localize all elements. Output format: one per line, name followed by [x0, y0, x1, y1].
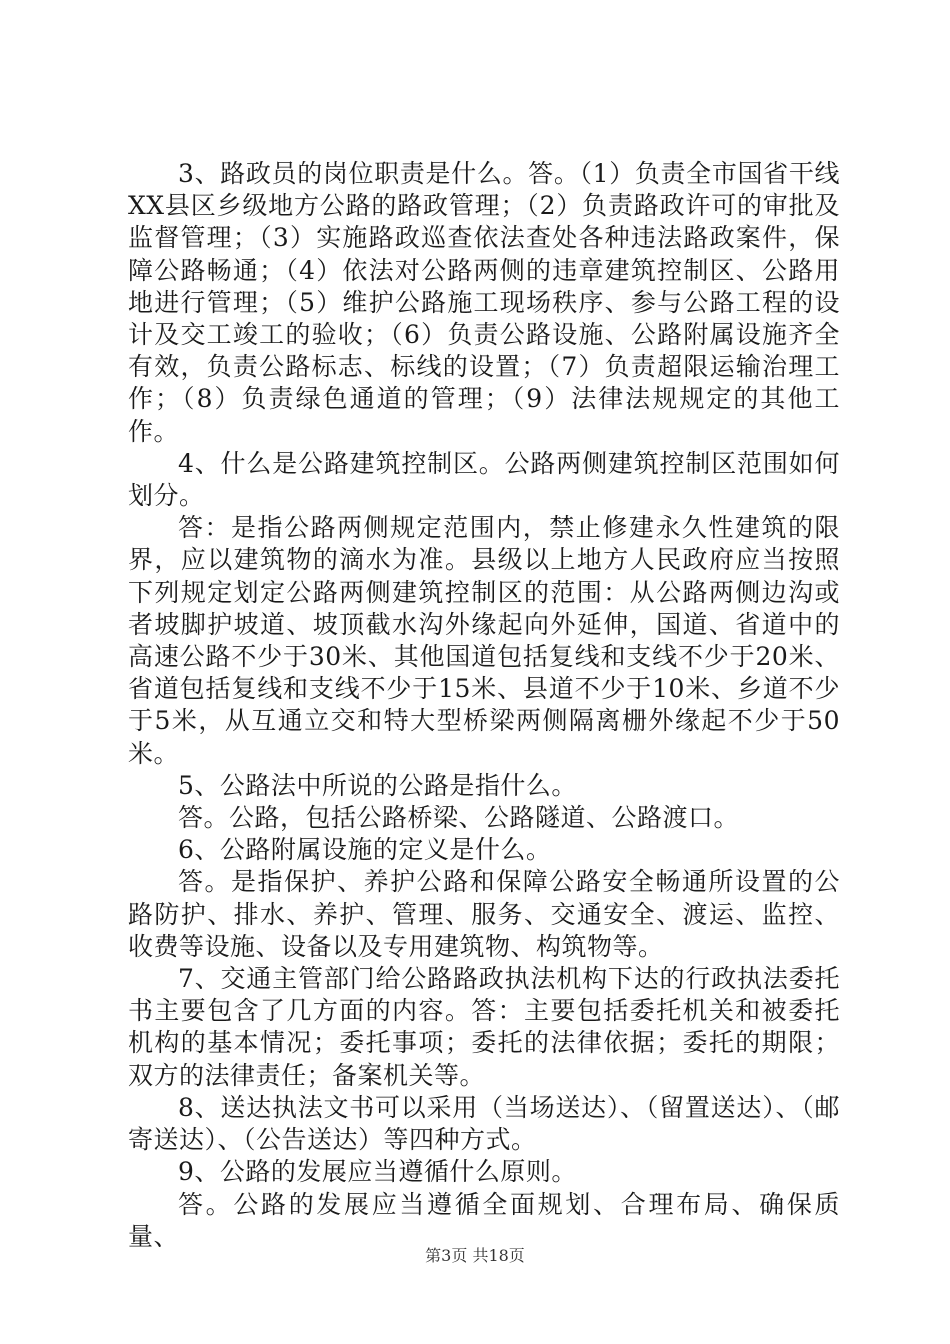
paragraph-q9: 9、公路的发展应当遵循什么原则。 [178, 1157, 577, 1187]
paragraph-q6: 6、公路附属设施的定义是什么。 [178, 835, 552, 865]
paragraph-a5: 答。公路，包括公路桥梁、公路隧道、公路渡口。 [178, 803, 740, 833]
paragraph-q3: 3、路政员的岗位职责是什么。答。（1）负责全市国省干线XX县区乡级地方公路的路政管理；（2）负责路政许可的审批及监督管理；（3）实施路政巡查依法查处各种违法路政案件，保障公路畅通；（4）依法对公路两侧的违章建筑控制区、公路用地进行管理；（5）维护公路施工现场秩序、参与公路工程的设计及交工竣工的验收；（6）负责公路设施、公路附属设施齐全有效，负责公路标志、标线的设置；（7）负责超限运输治理工作；（8）负责绿色通道的管理；（9）法律法规规定的其他工作。 [128, 159, 840, 446]
page-footer: 第3页 共18页 [425, 1246, 525, 1265]
paragraph-a6: 答。是指保护、养护公路和保障公路安全畅通所设置的公路防护、排水、养护、管理、服务、交通安全、渡运、监控、收费等设施、设备以及专用建筑物、构筑物等。 [128, 867, 840, 961]
paragraph-q8: 8、送达执法文书可以采用（当场送达）、（留置送达）、（邮寄送达）、（公告送达）等四种方式。 [128, 1092, 840, 1155]
paragraph-q5: 5、公路法中所说的公路是指什么。 [178, 770, 577, 800]
paragraph-a9: 答。公路的发展应当遵循全面规划、合理布局、确保质量、 [128, 1189, 840, 1251]
paragraph-q7: 7、交通主管部门给公路路政执法机构下达的行政执法委托书主要包含了几方面的内容。答：主要包括委托机关和被委托机构的基本情况；委托事项；委托的法律依据；委托的期限；双方的法律责任；备案机关等。 [128, 964, 840, 1090]
paragraph-a4: 答：是指公路两侧规定范围内，禁止修建永久性建筑的限界，应以建筑物的滴水为准。县级以上地方人民政府应当按照下列规定划定公路两侧建筑控制区的范围：从公路两侧边沟或者坡脚护坡道、坡顶截水沟外缘起向外延伸，国道、省道中的高速公路不少于30米、其他国道包括复线和支线不少于20米、省道包括复线和支线不少于15米、县道不少于10米、乡道不少于5米，从互通立交和特大型桥梁两侧隔离栅外缘起不少于50米。 [128, 513, 840, 768]
document-body [128, 158, 840, 1253]
paragraph-q4: 4、什么是公路建筑控制区。公路两侧建筑控制区范围如何划分。 [128, 448, 840, 511]
